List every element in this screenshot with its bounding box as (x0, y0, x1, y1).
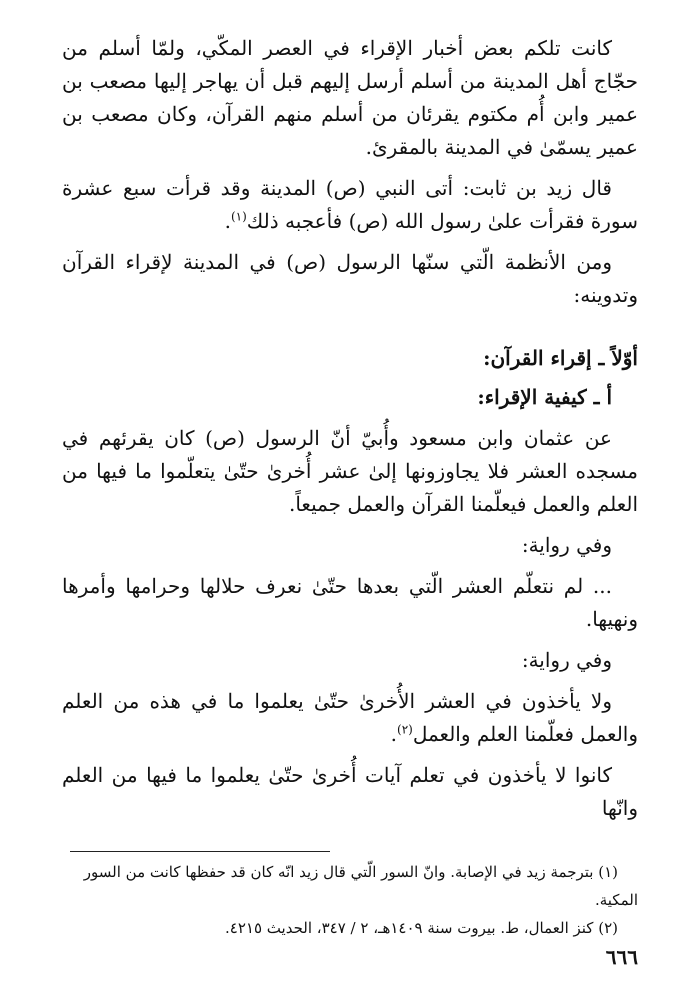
footnotes (62, 858, 638, 942)
subsection-heading: أ ـ كيفية الإقراء: (477, 385, 612, 409)
paragraph-uthman: عن عثمان وابن مسعود وأُبيّ أنّ الرسول (ص) كان يقرئهم في مسجده العشر فلا يجاوزونها إلىٰ عشر أُخرىٰ حتّىٰ يتعلّموا ما فيها من العلم والعمل فيعلّمنا القرآن والعمل جميعاً. (62, 426, 638, 516)
paragraph-narration-2-end: . (390, 722, 398, 746)
footnote-ref-1: (١) (230, 209, 247, 224)
main-text-block (62, 32, 638, 312)
paragraph-zaid-end: . (224, 209, 231, 233)
paragraph-narration-label-2: وفي رواية: (521, 648, 612, 672)
paragraph-narration-1: ... لم نتعلّم العشر الّتي بعدها حتّىٰ نعرف حلالها وحرامها وأمرها ونهيها. (62, 574, 638, 631)
footnote-ref-2: (٢) (397, 722, 413, 737)
page-number: ٦٦٦ (605, 945, 638, 969)
paragraph-narration-label-1: وفي رواية: (521, 533, 612, 557)
section-heading: أوّلاً ـ إقراء القرآن: (483, 346, 638, 370)
section-block (62, 342, 638, 825)
paragraph-narration-2-text: ولا يأخذون في العشر الأُخرىٰ حتّىٰ يعلموا ما في هذه من العلم والعمل فعلّمنا العلم والعمل (62, 689, 638, 746)
footnote-1: (١) بترجمة زيد في الإصابة. وانّ السور الّتي قال زيد انّه كان قد حفظها كانت من السور المكية. (83, 863, 638, 909)
footnote-2: (٢) كنز العمال، ط. بيروت سنة ١٤٠٩هـ، ٢ / ٣٤٧، الحديث ٤٢١٥. (225, 919, 618, 937)
paragraph-zaid-quote (62, 172, 638, 238)
paragraph-zaid-text: قال زيد بن ثابت: أتى النبي (ص) المدينة وقد قرأت سبع عشرة سورة فقرأت علىٰ رسول الله (ص) فأعجبه ذلك (62, 176, 638, 233)
paragraph-intro: كانت تلكم بعض أخبار الإقراء في العصر المكّي، ولمّا أسلم من حجّاج أهل المدينة من أسلم أرسل إليهم قبل أن يهاجر إليها مصعب بن عمير وابن أُم مكتوم يقرئان من أسلم منهم القرآن، وكان مصعب بن عمير يسمّىٰ في المدينة بالمقرئ. (62, 36, 638, 159)
paragraph-continuation: كانوا لا يأخذون في تعلم آيات أُخرىٰ حتّىٰ يعلموا ما فيها من العلم وانّها (62, 763, 638, 820)
paragraph-systems: ومن الأنظمة الّتي سنّها الرسول (ص) في المدينة لإقراء القرآن وتدوينه: (62, 250, 638, 307)
paragraph-narration-2 (62, 685, 638, 751)
footnote-separator (70, 851, 330, 852)
